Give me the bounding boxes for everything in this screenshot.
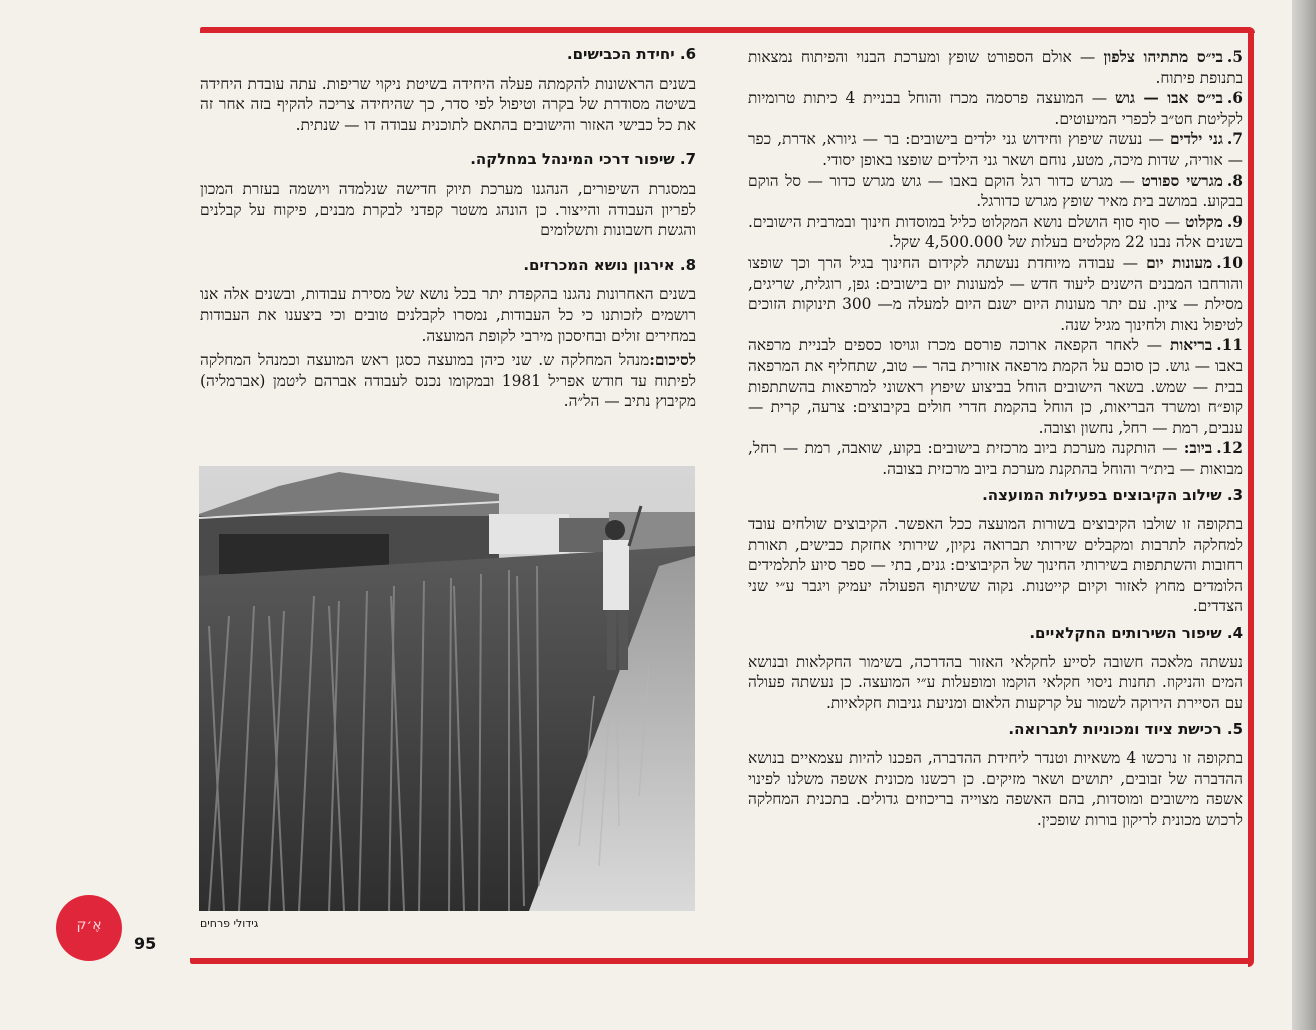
list-item [748,47,1243,88]
item-text: — לאחר הקפאה ארוכה פורסם מכרז וגויסו כספים לבניית מרפאה באבו — גוש. כן סוכם על הקמת מרפאה אזורית בהר — טוב, שתחליף את המרפאה בבית — שמש. בשאר הישובים הוחל בביצוע שיפוץ ראשוני למרפאות בהשתתפות קופ״ח ומשרד הבריאות, כן הוחל בהקמת חדרי חולים בקיבוצים: צרעה, קרית — ענבים, רמת — רחל, נחשון וצובה. [748,336,1243,437]
item-lead: מקלוט [1185,212,1223,231]
right-sections [748,485,1243,830]
item-number: 8. [1226,171,1243,190]
list-item [748,171,1243,212]
section-heading: 8. אירגון נושא המכרזים. [523,255,696,274]
item-lead: ביוב: [1183,439,1213,458]
red-frame-bottom [190,958,1254,964]
item-lead: מעונות יום [1146,253,1213,272]
section-body: במסגרת השיפורים, הנהגנו מערכת תיוק חדישה שנלמדה ויושמה בעזרת המכון לפריון העבודה והייצור. כן הונהג משטר קפדני לבקרת מבנים, פיקוח על קבלנים והגשת חשבונות ותשלומים [200,179,696,240]
red-frame-right [1248,27,1254,967]
right-column [748,47,1243,835]
item-lead: בי״ס מתתיהו צלפון [1103,48,1223,66]
list-item [748,335,1243,438]
summary-label: לסיכום: [649,351,696,370]
page-number: 95 [134,934,157,953]
section-body: בשנים הראשונות להקמתה פעלה היחידה בשיטת ניקוי שריפות. עתה עובדת היחידה בשיטה מסודרת של בקרה וטיפול לפי סדר, כך שהיחידה צריכה להקיף בזה אחר זה את כל כבישי האזור והישובים בהתאם לתוכנית עבודה דו — שנתית. [200,74,696,134]
section-body: בתקופה זו נרכשו 4 משאיות וטנדר ליחידת ההדברה, הפכנו להיות עצמאיים בנושא ההדברה של זבובים, יתושים ושאר מזיקים. כן רכשנו מכונית אשפה משלנו לפינוי אשפה מישובים ומוסדות, בהם האשפה מצוייה בריכוזים גדולים. בתכנית המחלקה לרכוש מכונית לריקון בורות שופכין. [748,749,1243,829]
section-body: נעשתה מלאכה חשובה לסייע לחקלאי האזור בהדרכה, בשימור החקלאות ובנושא המים והניקוז. תחנות ניסוי חקלאי הוקמו ומופעלות ע״י המועצה. כן נעשתה פעולה עם הסיירת הירוקה לשמור על קרקעות הלאום ומניעת גניבות חקלאיות. [748,652,1243,712]
section-heading: 5. רכישת ציוד ומכוניות לתברואה. [1008,720,1243,739]
section-body: בשנים האחרונות נהגנו בהקפדת יתר בכל נושא של מסירת עבודות, ובשנים אלה אנו רושמים לזכותנו כי כל העבודות, נמסרו לקבלנים טובים וכי ביצענו את העבודות במחירים זולים ובחיסכון מירבי לקופת המועצה. [200,285,696,345]
numbered-items-list [748,47,1243,479]
caravan [489,514,569,554]
left-sections [200,44,696,346]
item-number: 12. [1216,439,1243,458]
item-text: — המועצה פרסמה מכרז והוחל בבניית 4 כיתות טרומיות לקליטת חט״ב לכפרי המיעוטים. [748,89,1243,128]
item-lead: בריאות [1169,336,1213,355]
red-frame-top [200,27,1255,33]
item-lead: בי״ס אבו — גוש [1115,89,1223,108]
section-heading: 7. שיפור דרכי המינהל במחלקה. [470,150,696,169]
item-number: 11. [1216,336,1243,355]
section-body: בתקופה זו שולבו הקיבוצים בשורות המועצה ככל האפשר. הקיבוצים שולחים עובד למחלקה לתרבות ומקבלים שירותי תברואה נקיון, שירותי אחזקת כבישים, תאורת רחובות והשתתפות בשירותי החינוך של הקיבוצים: גנים, בתי — ספר סיוע לתלמידים הלומדים מחוץ לאזור וקיום קייטנות. נקוה ששיתוף הפעולה יעמיק ויגבר ע״י שני הצדדים. [748,515,1243,616]
photo-caption: גידולי פרחים [200,917,259,930]
item-number: 9. [1226,212,1243,231]
book-gutter [1292,0,1316,1030]
council-emblem [56,895,122,961]
photo-illustration [199,466,695,911]
flower-field-photo [199,466,695,911]
item-text: — הותקנה מערכת ביוב מרכזית בישובים: בקוע, שואבה, רמת — רחל, מבואות — בית״ר והוחל בהתקנת מערכת ביוב מרכזית בצובה. [748,439,1243,478]
item-number: 10. [1216,253,1243,272]
item-text: — אולם הספורט שופץ ומערכת הבנוי והפיתוח נמצאות בתנופת פיתוח. [748,48,1243,87]
item-number: 7. [1226,130,1243,149]
summary-text: מנהל המחלקה ש. שני כיהן במועצה כסגן ראש המועצה וכמנהל המחלקה לפיתוח עד חודש אפריל 1981 ובמקומו נכנס לעבודה אברהם ליטמן (אברמליה) מקיבוץ נתיב — הל״ה. [200,351,696,411]
item-number: 6. [1226,89,1243,108]
section-heading: 4. שיפור השירותים החקלאיים. [1029,624,1243,643]
list-item [748,438,1243,479]
list-item [748,88,1243,129]
item-number: 5. [1226,48,1243,66]
list-item [748,253,1243,335]
item-lead: גני ילדים [1169,130,1223,149]
item-lead: מגרשי ספורט [1141,171,1223,190]
left-column [200,44,696,426]
item-text: — מגרש כדור רגל הוקם באבו — גוש מגרש כדור — סל הוקם בבקוע. במושב בית מאיר שופץ מגרש כדורגל. [748,171,1243,211]
emblem-text: אֶ׳ק [76,917,102,933]
item-text: — עבודה מיוחדת נעשתה לקידום החינוך בגיל הרך וכך שופצו והורחבו המבנים הישנים ליעוד חדש — למעונות יום בישובים: גפן, רוגלית, שריגים, מסילת — ציון. עם יתר מעונות היום ישנם היום למעלה מ— 300 תינוקות הזוכים לטיפול נאות ולחינוך מגיל שנה. [748,253,1243,334]
summary-paragraph [200,350,696,412]
list-item [748,129,1243,170]
section-heading: 6. יחידת הכבישים. [566,45,696,63]
item-text: — סוף סוף הושלם נושא המקלוט כליל במוסדות חינוך ובמרבית הישובים. בשנים אלה נבנו 22 מקלטים בעלות של 4,500.000 שקל. [748,212,1243,252]
item-text: — נעשה שיפוץ וחידוש גני ילדים בישובים: בר — גיורא, אדרת, כפר — אוריה, שדות מיכה, מטע, נוחם ושאר גני הילדים שופצו באופן יסודי. [748,130,1243,169]
section-heading: 3. שילוב הקיבוצים בפעילות המועצה. [982,486,1243,505]
list-item [748,212,1243,253]
